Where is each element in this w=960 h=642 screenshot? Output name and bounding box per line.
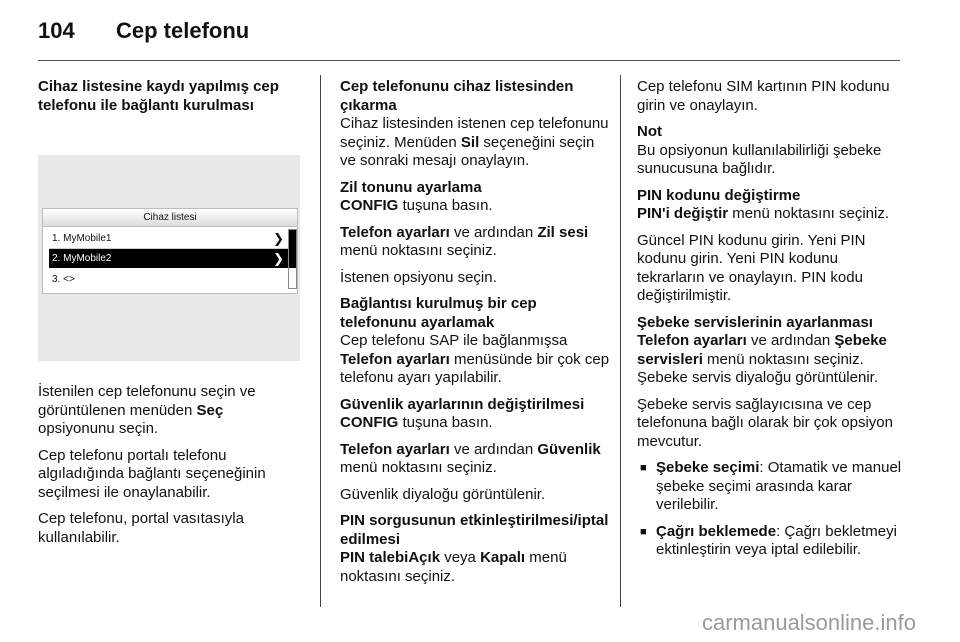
paragraph: Telefon ayarları ve ardından Şebeke servisleri menü noktasını seçiniz. Şebeke servis diyaloğu görüntülenir. xyxy=(637,332,887,386)
device-list-item: 3. <> xyxy=(52,274,75,285)
device-list-scrollbar xyxy=(288,229,297,289)
scrollbar-thumb xyxy=(289,230,296,268)
chevron-right-icon: ❯ xyxy=(273,231,284,246)
note-text: Bu opsiyonun kullanılabilirliği şebeke sunucusuna bağlıdır. xyxy=(637,141,882,177)
paragraph: Güvenlik diyaloğu görüntülenir. xyxy=(340,485,546,503)
paragraph: Cep telefonu portalı telefonu algıladığında bağlantı seçeneğinin seçilmesi ile onaylanabilir. xyxy=(38,446,266,501)
paragraph: PIN talebiAçık veya Kapalı menü noktasını seçiniz. xyxy=(340,549,567,585)
paragraph: CONFIG tuşuna basın. xyxy=(340,414,493,431)
paragraph: Telefon ayarları ve ardından Zil sesi menü noktasını seçiniz. xyxy=(340,223,589,259)
column-1 xyxy=(38,78,300,555)
paragraph: PIN'i değiştir menü noktasını seçiniz. xyxy=(637,205,890,222)
note-title: Not xyxy=(637,123,662,140)
column-divider-1 xyxy=(320,75,321,607)
device-list-screenshot xyxy=(38,155,300,361)
column-divider-2 xyxy=(620,75,621,607)
section-heading: PIN kodunu değiştirme xyxy=(637,186,801,204)
section-heading: Bağlantısı kurulmuş bir cep telefonunu ayarlamak xyxy=(340,295,537,331)
note-box xyxy=(637,123,905,179)
device-list-item-selected: 2. MyMobile2 ❯ xyxy=(49,249,288,268)
chevron-right-icon: ❯ xyxy=(273,251,284,266)
device-list-title: Cihaz listesi xyxy=(43,209,297,227)
section-heading: Zil tonunu ayarlama xyxy=(340,178,482,196)
column-2 xyxy=(340,78,612,594)
list-item: ■ Çağrı beklemede: Çağrı bekletmeyi ektinleştirin veya iptal edilebilir. xyxy=(640,523,905,560)
header-rule xyxy=(38,60,900,61)
paragraph: Cep telefonu SIM kartının PIN kodunu girin ve onaylayın. xyxy=(637,78,890,114)
paragraph: Şebeke servis sağlayıcısına ve cep telefonuna bağlı olarak bir çok opsiyon mevcutur. xyxy=(637,395,893,450)
device-list-frame xyxy=(42,208,298,294)
paragraph: İstenen opsiyonu seçin. xyxy=(340,268,497,286)
section-heading: Cep telefonunu cihaz listesinden çıkarma xyxy=(340,78,574,114)
section-heading: Güvenlik ayarlarının değiştirilmesi xyxy=(340,395,585,413)
page-header xyxy=(38,18,249,44)
paragraph: İstenilen cep telefonunu seçin ve görüntülenen menüden Seç opsiyonunu seçin. xyxy=(38,383,256,437)
paragraph: Telefon ayarları ve ardından Güvenlik menü noktasını seçiniz. xyxy=(340,440,601,476)
page-title: Cep telefonu xyxy=(116,18,250,43)
paragraph: Cep telefonu SAP ile bağlanmışsa Telefon ayarları menüsünde bir çok cep telefonu ayarı yapılabilir. xyxy=(340,332,610,386)
section-heading: Şebeke servislerinin ayarlanması xyxy=(637,313,873,331)
bullet-list xyxy=(637,459,905,560)
page-number: 104 xyxy=(38,18,75,43)
section-heading: PIN sorgusunun etkinleştirilmesi/iptal edilmesi xyxy=(340,512,609,548)
paragraph: CONFIG tuşuna basın. xyxy=(340,197,493,214)
paragraph: Cihaz listesinden istenen cep telefonunu seçiniz. Menüden Sil seçeneğini seçin ve sonraki mesajı onaylayın. xyxy=(340,115,609,169)
device-list-item: 1. MyMobile1 ❯ xyxy=(49,229,288,249)
section-heading: Cihaz listesine kaydı yapılmış cep telefonu ile bağlantı kurulması xyxy=(38,78,279,114)
list-item: ■ Şebeke seçimi: Otamatik ve manuel şebeke seçimi arasında karar verilebilir. xyxy=(640,459,905,515)
column-3 xyxy=(637,78,905,568)
paragraph: Cep telefonu, portal vasıtasıyla kullanılabilir. xyxy=(38,510,244,546)
paragraph: Güncel PIN kodunu girin. Yeni PIN kodunu girin. Yeni PIN kodunu tekrarların ve onaylayın. PIN kodu değiştirilmiştir. xyxy=(637,231,866,304)
watermark: carmanualsonline.info xyxy=(701,610,916,635)
